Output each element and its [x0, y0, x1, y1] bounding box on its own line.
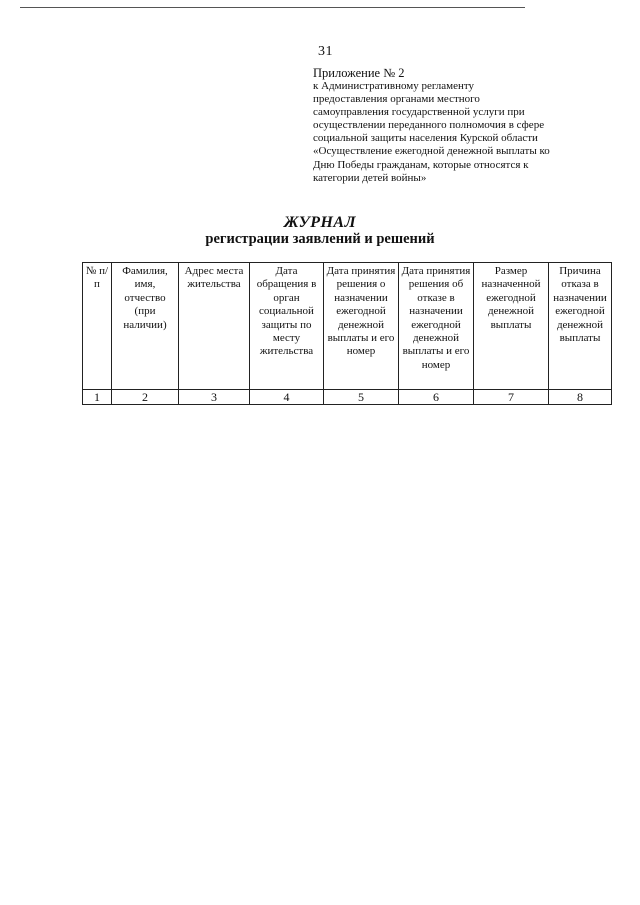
appendix-line: предоставления органами местного: [313, 93, 480, 106]
appendix-title: Приложение № 2: [313, 66, 405, 80]
column-number-cell: 8: [549, 390, 612, 405]
appendix-line: Дню Победы гражданам, которые относятся к: [313, 158, 529, 171]
appendix-line: самоуправления государственной услуги при: [313, 106, 525, 119]
header-cell-refusal-reason: Причина отказа в назначении ежегодной денежной выплаты: [549, 263, 612, 390]
appendix-line: социальной защиты населения Курской области: [313, 132, 538, 145]
journal-table: [82, 262, 612, 405]
appendix-block: [313, 66, 613, 185]
header-cell-approval-decision: Дата принятия решения о назначении ежегодной денежной выплаты и его номер: [324, 263, 399, 390]
top-rule: [20, 7, 525, 8]
header-cell-number: № п/п: [83, 263, 112, 390]
journal-title: ЖУРНАЛ: [283, 214, 357, 231]
table-header-row: [83, 263, 612, 390]
appendix-line: к Административному регламенту: [313, 80, 475, 92]
page-number: 31: [318, 44, 333, 59]
header-cell-application-date: Дата обращения в орган социальной защиты по месту жительства: [250, 263, 324, 390]
table-number-row: [83, 390, 612, 405]
header-cell-address: Адрес места жительства: [179, 263, 250, 390]
header-cell-full-name: Фамилия, имя, отчество (при наличии): [112, 263, 179, 390]
appendix-line: осуществлении переданного полномочия в сфере: [313, 119, 545, 132]
column-number-cell: 7: [474, 390, 549, 405]
header-cell-payment-amount: Размер назначенной ежегодной денежной выплаты: [474, 263, 549, 390]
column-number-cell: 2: [112, 390, 179, 405]
appendix-line: «Осуществление ежегодной денежной выплаты ко: [313, 145, 550, 158]
column-number-cell: 1: [83, 390, 112, 405]
column-number-cell: 5: [324, 390, 399, 405]
appendix-line: категории детей войны»: [313, 171, 427, 184]
header-cell-refusal-decision: Дата принятия решения об отказе в назначении ежегодной денежной выплаты и его номер: [399, 263, 474, 390]
column-number-cell: 3: [179, 390, 250, 405]
column-number-cell: 4: [250, 390, 324, 405]
journal-subtitle: регистрации заявлений и решений: [205, 231, 435, 247]
column-number-cell: 6: [399, 390, 474, 405]
